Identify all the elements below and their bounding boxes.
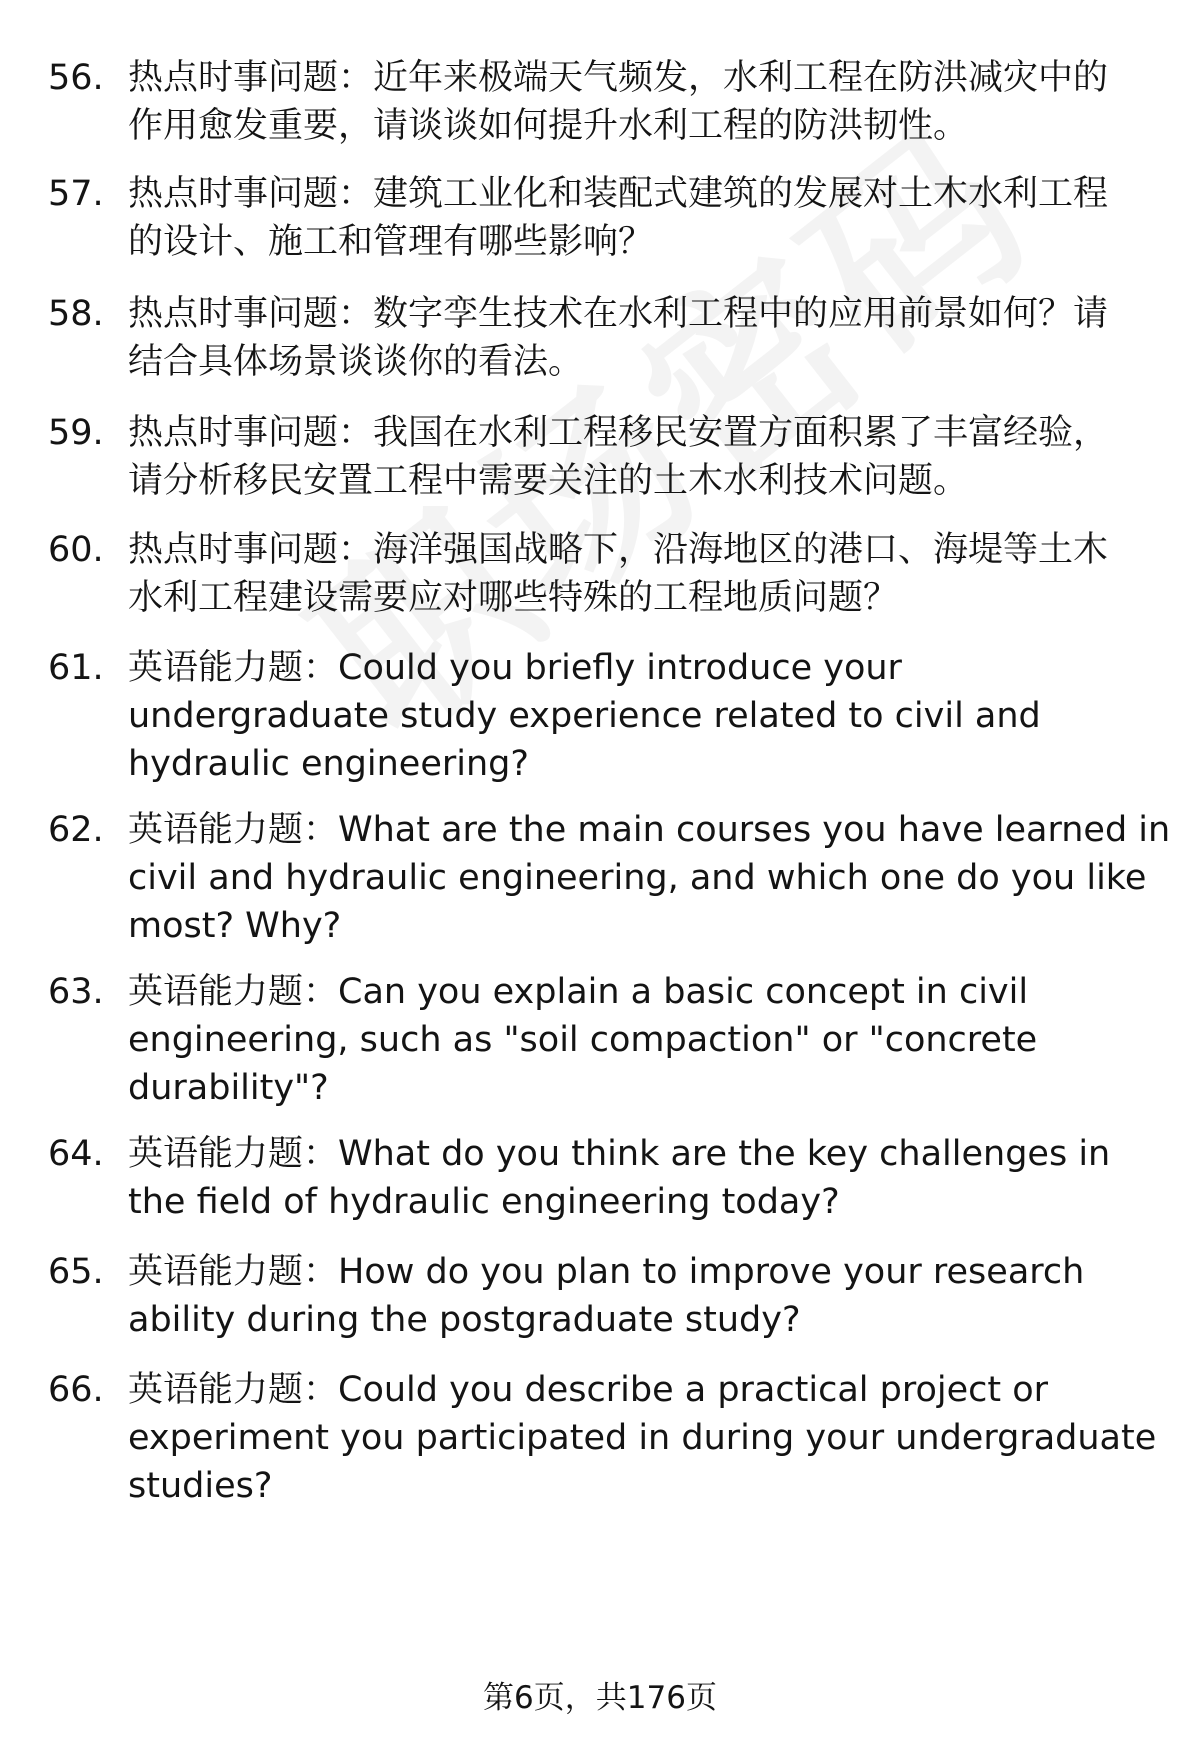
question-line: 的设计、施工和管理有哪些影响？ bbox=[128, 222, 654, 262]
question-line: 结合具体场景谈谈你的看法。 bbox=[128, 342, 584, 382]
question-text bbox=[128, 526, 1168, 622]
question-line: 热点时事问题：海洋强国战略下，沿海地区的港口、海堤等土木 bbox=[128, 530, 1109, 570]
question-text bbox=[128, 409, 1168, 505]
question-text bbox=[128, 968, 1168, 1112]
question-text bbox=[128, 1366, 1168, 1510]
question-text bbox=[128, 644, 1168, 788]
question-line: most? Why? bbox=[128, 906, 342, 946]
question-number: 58. bbox=[48, 294, 104, 334]
question-text bbox=[128, 170, 1168, 266]
question-line: 英语能力题：What are the main courses you have learned in bbox=[128, 810, 1171, 850]
question-number: 62. bbox=[48, 810, 104, 850]
question-number: 59. bbox=[48, 413, 104, 453]
question-number: 63. bbox=[48, 972, 104, 1012]
question-number: 60. bbox=[48, 530, 104, 570]
question-number: 66. bbox=[48, 1370, 104, 1410]
question-line: 热点时事问题：我国在水利工程移民安置方面积累了丰富经验， bbox=[128, 413, 1109, 453]
question-line: 英语能力题：Could you describe a practical project or bbox=[128, 1370, 1049, 1410]
question-text bbox=[128, 1130, 1168, 1226]
question-line: hydraulic engineering? bbox=[128, 744, 529, 784]
question-number: 57. bbox=[48, 174, 104, 214]
question-line: 请分析移民安置工程中需要关注的土木水利技术问题。 bbox=[128, 461, 969, 501]
question-line: studies? bbox=[128, 1466, 273, 1506]
question-number: 56. bbox=[48, 58, 104, 98]
question-line: undergraduate study experience related to civil and bbox=[128, 696, 1041, 736]
question-number: 65. bbox=[48, 1252, 104, 1292]
question-line: the field of hydraulic engineering today? bbox=[128, 1182, 840, 1222]
question-line: 热点时事问题：数字孪生技术在水利工程中的应用前景如何？请 bbox=[128, 294, 1109, 334]
question-line: ability during the postgraduate study? bbox=[128, 1300, 801, 1340]
question-text bbox=[128, 1248, 1168, 1344]
question-number: 61. bbox=[48, 648, 104, 688]
question-line: 英语能力题：How do you plan to improve your research bbox=[128, 1252, 1085, 1292]
question-line: 热点时事问题：建筑工业化和装配式建筑的发展对土木水利工程 bbox=[128, 174, 1109, 214]
question-line: 水利工程建设需要应对哪些特殊的工程地质问题？ bbox=[128, 578, 899, 618]
question-text bbox=[128, 806, 1171, 950]
question-line: 作用愈发重要，请谈谈如何提升水利工程的防洪韧性。 bbox=[128, 106, 969, 146]
question-text bbox=[128, 290, 1168, 386]
question-line: 英语能力题：Could you briefly introduce your bbox=[128, 648, 902, 688]
question-line: engineering, such as "soil compaction" or "concrete bbox=[128, 1020, 1038, 1060]
question-line: 英语能力题：What do you think are the key challenges in bbox=[128, 1134, 1111, 1174]
question-line: 英语能力题：Can you explain a basic concept in civil bbox=[128, 972, 1029, 1012]
question-line: 热点时事问题：近年来极端天气频发，水利工程在防洪减灾中的 bbox=[128, 58, 1109, 98]
page-footer: 第6页，共176页 bbox=[483, 1680, 717, 1716]
question-line: experiment you participated in during your undergraduate bbox=[128, 1418, 1157, 1458]
question-text bbox=[128, 54, 1168, 150]
question-line: durability"? bbox=[128, 1068, 329, 1108]
question-line: civil and hydraulic engineering, and which one do you like bbox=[128, 858, 1147, 898]
question-number: 64. bbox=[48, 1134, 104, 1174]
